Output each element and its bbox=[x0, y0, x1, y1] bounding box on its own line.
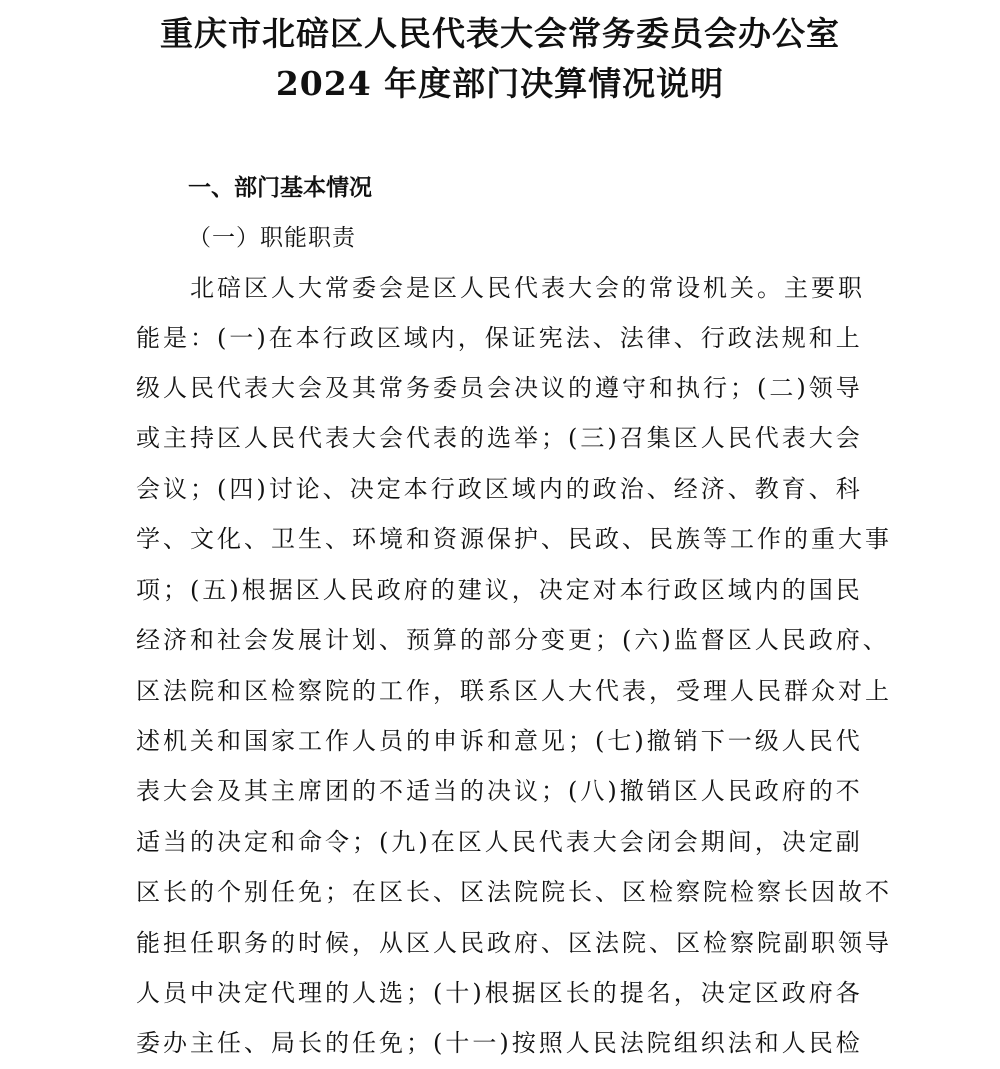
paragraph-line: 项；(五)根据区人民政府的建议，决定对本行政区域内的国民 bbox=[136, 576, 863, 604]
paragraph-line: 能担任职务的时候，从区人民政府、区法院、区检察院副职领导 bbox=[136, 929, 892, 957]
subsection-heading: （一）职能职责 bbox=[188, 225, 356, 251]
paragraph-line: 述机关和国家工作人员的申诉和意见；(七)撤销下一级人民代 bbox=[136, 727, 863, 755]
document-title-line-1: 重庆市北碚区人民代表大会常务委员会办公室 bbox=[160, 14, 840, 53]
paragraph-line: 区法院和区检察院的工作，联系区人大代表，受理人民群众对上 bbox=[136, 677, 892, 705]
paragraph-line: 委办主任、局长的任免；(十一)按照人民法院组织法和人民检 bbox=[136, 1029, 863, 1057]
paragraph-line: 适当的决定和命令；(九)在区人民代表大会闭会期间，决定副 bbox=[136, 828, 863, 856]
document-title-line-2: 2024 年度部门决算情况说明 bbox=[275, 64, 725, 103]
paragraph-line: 级人民代表大会及其常务委员会决议的遵守和执行；(二)领导 bbox=[136, 374, 863, 402]
paragraph-line: 经济和社会发展计划、预算的部分变更；(六)监督区人民政府、 bbox=[136, 626, 890, 654]
paragraph-line: 北碚区人大常委会是区人民代表大会的常设机关。主要职 bbox=[136, 274, 865, 302]
section-heading: 一、部门基本情况 bbox=[188, 175, 372, 201]
paragraph-line: 会议；(四)讨论、决定本行政区域内的政治、经济、教育、科 bbox=[136, 475, 863, 503]
paragraph-line: 学、文化、卫生、环境和资源保护、民政、民族等工作的重大事 bbox=[136, 525, 892, 553]
paragraph-line: 区长的个别任免；在区长、区法院院长、区检察院检察长因故不 bbox=[136, 878, 892, 906]
paragraph-line: 人员中决定代理的人选；(十)根据区长的提名，决定区政府各 bbox=[136, 979, 863, 1007]
paragraph-line: 能是：(一)在本行政区域内，保证宪法、法律、行政法规和上 bbox=[136, 324, 863, 352]
paragraph-line: 或主持区人民代表大会代表的选举；(三)召集区人民代表大会 bbox=[136, 424, 863, 452]
paragraph-line: 表大会及其主席团的不适当的决议；(八)撤销区人民政府的不 bbox=[136, 777, 863, 805]
